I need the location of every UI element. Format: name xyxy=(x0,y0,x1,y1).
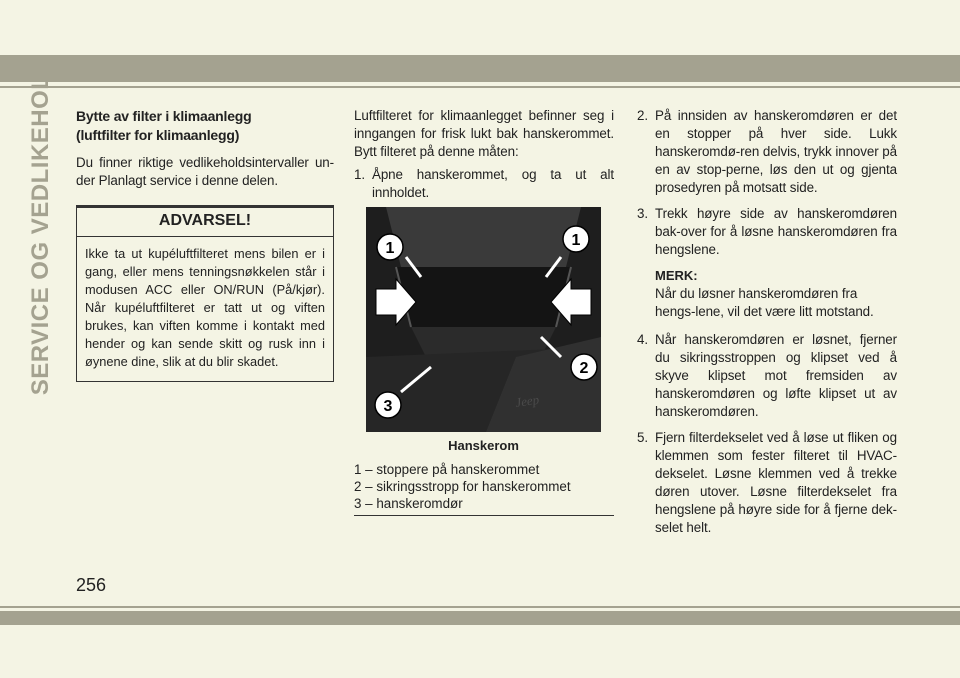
step-3 xyxy=(637,205,897,259)
column-right xyxy=(637,107,897,545)
callout-3: 3 xyxy=(383,398,393,415)
step-number: 1. xyxy=(354,167,365,182)
warning-text: Ikke ta ut kupéluftfilteret mens bilen er i gang, eller mens tenningsnøkkelen står i modusen ACC eller ON/RUN (På/kjør). Når kupéluftfilteret er tatt ut og viften brukes, kan viften komme i kontakt med hender og kan sende skitt og rusk inn i øynene dine, slik at du blir skadet. xyxy=(85,246,325,369)
step-number: 4. xyxy=(637,332,648,347)
lead-paragraph: Luftfilteret for klimaanlegget befinner seg i inngangen for frisk lukt bak hanskerommet. Bytt filteret på denne måten: xyxy=(354,108,614,159)
step-1 xyxy=(354,166,614,202)
figure-caption: Hanskerom xyxy=(448,438,519,453)
legend-item: 1 – stoppere på hanskerommet xyxy=(354,462,540,477)
step-text: Fjern filterdekselet ved å løse ut fliken og klemmen som fester filteret til HVAC-dekselet. Løsne klemmen ved å trekke døren utover. Løsne filterdekselet fra hengslene på høyre side for å fjerne dek-selet helt. xyxy=(655,430,897,535)
step-4 xyxy=(637,331,897,421)
section-side-tab xyxy=(26,56,56,396)
intro-paragraph: Du finner riktige vedlikeholdsintervaller un-der Planlagt service i denne delen. xyxy=(76,155,334,188)
jeep-emblem: Jeep xyxy=(514,391,540,410)
header-band xyxy=(0,55,960,82)
glovebox-illustration xyxy=(366,207,601,432)
callout-1-right: 1 xyxy=(571,232,581,249)
step-number: 3. xyxy=(637,206,648,221)
step-text: Åpne hanskerommet, og ta ut alt innholdet. xyxy=(372,167,614,200)
note-text: Når du løsner hanskeromdøren fra hengs-lene, vil det være litt motstand. xyxy=(655,286,874,319)
step-number: 2. xyxy=(637,108,648,123)
warning-box xyxy=(76,205,334,382)
note-block xyxy=(637,267,897,321)
step-5 xyxy=(637,429,897,537)
footer-rule xyxy=(0,606,960,608)
step-text: På innsiden av hanskeromdøren er det en stopper på hver side. Lukk hanskeromdø-ren delvis, trykk innover på en av stop-perne, løs den ut og gjenta prosedyren på motsatt side. xyxy=(655,108,897,195)
step-2 xyxy=(637,107,897,197)
column-left xyxy=(76,107,334,382)
warning-title: ADVARSEL! xyxy=(77,208,333,237)
section-side-tab-label: SERVICE OG VEDLIKEHOLD xyxy=(27,56,54,396)
note-title: MERK: xyxy=(655,268,698,283)
legend-item: 3 – hanskeromdør xyxy=(354,496,463,511)
column-middle xyxy=(354,107,614,516)
callout-1-left: 1 xyxy=(385,240,395,257)
section-heading-line1: Bytte av filter i klimaanlegg xyxy=(76,108,252,124)
step-text: Trekk høyre side av hanskeromdøren bak-over for å løsne hanskeromdøren fra hengslene. xyxy=(655,206,897,257)
header-rule xyxy=(0,86,960,88)
section-heading-line2: (luftfilter for klimaanlegg) xyxy=(76,127,240,143)
page-number: 256 xyxy=(76,575,107,595)
figure-legend xyxy=(354,461,614,516)
step-text: Når hanskeromdøren er løsnet, fjerner du sikringsstroppen og klipset ved å skyve klipset mot fremsiden av hanskeromdøren og løfte klipset ut av hanskeromdøren. xyxy=(655,332,897,419)
glovebox-photo xyxy=(366,207,601,432)
step-number: 5. xyxy=(637,430,648,445)
legend-item: 2 – sikringsstropp for hanskerommet xyxy=(354,479,571,494)
callout-2: 2 xyxy=(579,360,589,377)
footer-band xyxy=(0,611,960,625)
